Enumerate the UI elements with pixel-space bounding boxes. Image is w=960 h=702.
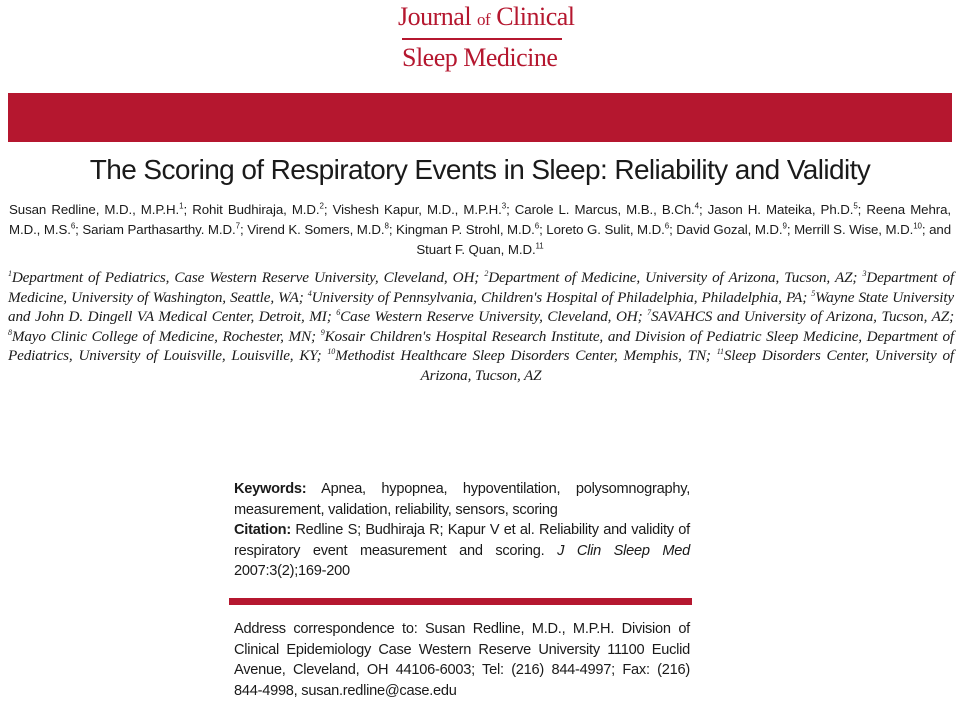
- affiliation-text: Wayne State University and John D. Dingell VA Medical Center, Detroit, MI;: [8, 288, 954, 325]
- author-item: [708, 202, 858, 217]
- author-item: [9, 202, 183, 217]
- author-name: Jason H. Mateika, Ph.D.: [707, 202, 854, 217]
- citation-reference: 2007:3(2);169-200: [234, 563, 350, 579]
- journal-logo: [398, 2, 575, 73]
- correspondence-address: Address correspondence to: Susan Redline, M.D., M.P.H. Division of Clinical Epidemiology Case Western Reserve University 11100 Euclid Avenue, Cleveland, OH 44106-6003; Tel: (216) 844-4997; Fax: (216) 844-4998, susan.redline@case.edu: [234, 621, 690, 699]
- affiliation-number: 5: [811, 288, 816, 298]
- author-name: David Gozal, M.D.: [676, 222, 783, 237]
- author-name: Kingman P. Strohl, M.D.: [396, 222, 535, 237]
- affiliation-item: [647, 308, 954, 325]
- affiliation-item: [484, 269, 857, 286]
- author-name: Susan Redline, M.D., M.P.H.: [9, 202, 180, 217]
- author-affiliation-number: 10: [913, 221, 922, 231]
- affiliation-text: Kosair Children's Hospital Research Institute, and Division of Pediatric Sleep Medicine, Department of Pediatrics, University of Louisville, Louisville, KY;: [8, 327, 954, 364]
- affiliation-text: Department of Medicine, University of Arizona, Tucson, AZ;: [488, 269, 858, 286]
- author-affiliation-number: 6: [70, 221, 76, 231]
- affiliation-number: 9: [320, 327, 325, 337]
- affiliation-item: [327, 347, 710, 364]
- author-list: Susan Redline, M.D., M.P.H.$^1$; Rohit Budhiraja, M.D.$^2$; Vishesh Kapur, M.D., M.P.H.$^3$; Carole L. Marcus, M.B., B.Ch.$^4$; Jason H. Mateika, Ph.D.$^5$; Reena Mehra, M.D., M.S.$^6$; Sariam Parthasarthy. M.D.$^7$; Virend K. Somers, M.D.$^8$; Kingman P. Strohl, M.D.$^6$; Loreto G. Sulit, M.D.$^6$; David Gozal, M.D.$^9$; Merrill S. Wise, M.D.$^{10}$; and Stuart F. Quan, M.D.$^{11}$: [9, 201, 951, 257]
- affiliation-number: 10: [327, 346, 336, 356]
- affiliation-item: [8, 269, 479, 286]
- citation-journal: J Clin Sleep Med: [557, 542, 691, 559]
- journal-logo-line1: [398, 2, 575, 35]
- journal-logo-line2: Sleep Medicine: [402, 42, 558, 72]
- author-item: [82, 222, 240, 237]
- journal-name-of: of: [477, 10, 491, 29]
- affiliation-item: [8, 328, 316, 345]
- author-item: [247, 222, 389, 237]
- affiliation-item: [336, 308, 642, 325]
- keywords-label: Keywords:: [234, 481, 307, 497]
- affiliation-text: Sleep Disorders Center, University of Arizona, Tucson, AZ: [420, 347, 954, 384]
- author-affiliation-number: 6: [664, 221, 670, 231]
- author-name: Virend K. Somers, M.D.: [247, 222, 385, 237]
- author-affiliation-number: 6: [534, 221, 540, 231]
- author-name: Rohit Budhiraja, M.D.: [192, 202, 320, 217]
- header-banner: [8, 93, 952, 142]
- affiliation-text: Mayo Clinic College of Medicine, Rochester, MN;: [11, 327, 316, 345]
- affiliation-number: 2: [484, 268, 489, 278]
- affiliation-number: 6: [336, 307, 341, 317]
- author-name: Merrill S. Wise, M.D.: [794, 222, 914, 237]
- author-item: [676, 222, 787, 237]
- affiliation-number: 7: [647, 307, 652, 317]
- section-divider: [229, 598, 692, 605]
- author-name: Sariam Parthasarthy. M.D.: [82, 222, 236, 237]
- author-affiliation-number: 11: [535, 241, 544, 251]
- affiliation-item: [308, 289, 807, 306]
- affiliation-number: 3: [862, 268, 867, 278]
- author-affiliation-number: 1: [179, 201, 184, 211]
- affiliation-text: Case Western Reserve University, Cleveland, OH;: [340, 308, 643, 325]
- affiliations-list: [8, 268, 954, 385]
- keywords-text: Apnea, hypopnea, hypoventilation, polysomnography, measurement, validation, reliability, sensors, scoring: [234, 481, 691, 518]
- journal-logo-rule: [402, 38, 562, 40]
- author-item: [192, 202, 324, 217]
- author-name: Carole L. Marcus, M.B., B.Ch.: [514, 202, 695, 217]
- journal-name-word: Clinical: [496, 2, 575, 31]
- author-item: [333, 202, 507, 217]
- author-item: [546, 222, 669, 237]
- author-item: [794, 222, 922, 237]
- author-affiliation-number: 5: [853, 201, 858, 211]
- author-name: Vishesh Kapur, M.D., M.P.H.: [332, 202, 502, 217]
- affiliation-text: Methodist Healthcare Sleep Disorders Center, Memphis, TN;: [335, 347, 711, 364]
- author-item: [396, 222, 539, 237]
- keywords-citation-block: [234, 479, 690, 582]
- affiliation-number: 4: [307, 288, 312, 298]
- author-affiliation-number: 8: [384, 221, 389, 231]
- author-name: Reena Mehra, M.D., M.S.: [9, 202, 951, 237]
- citation-text: Redline S; Budhiraja R; Kapur V et al. Reliability and validity of respiratory event measurement and scoring.: [234, 522, 690, 559]
- affiliation-text: SAVAHCS and University of Arizona, Tucson, AZ;: [651, 308, 954, 325]
- author-affiliation-number: 2: [319, 201, 324, 211]
- affiliation-text: Department of Pediatrics, Case Western Reserve University, Cleveland, OH;: [11, 269, 480, 286]
- journal-name-word: Journal: [398, 2, 472, 31]
- affiliation-number: 11: [716, 346, 724, 356]
- citation-label: Citation:: [234, 522, 291, 538]
- author-name: and Stuart F. Quan, M.D.: [416, 222, 951, 257]
- article-title: The Scoring of Respiratory Events in Sleep: Reliability and Validity: [89, 154, 871, 185]
- author-affiliation-number: 4: [694, 201, 699, 211]
- author-affiliation-number: 3: [501, 201, 507, 211]
- author-affiliation-number: 9: [782, 221, 787, 231]
- affiliation-number: 1: [8, 268, 12, 278]
- author-affiliation-number: 7: [235, 221, 240, 231]
- affiliation-number: 8: [8, 327, 12, 337]
- author-item: [515, 202, 699, 217]
- affiliation-text: University of Pennsylvania, Children's Hospital of Philadelphia, Philadelphia, PA;: [311, 288, 808, 306]
- author-name: Loreto G. Sulit, M.D.: [546, 222, 665, 237]
- affiliation-text: Department of Medicine, University of Washington, Seattle, WA;: [8, 269, 954, 306]
